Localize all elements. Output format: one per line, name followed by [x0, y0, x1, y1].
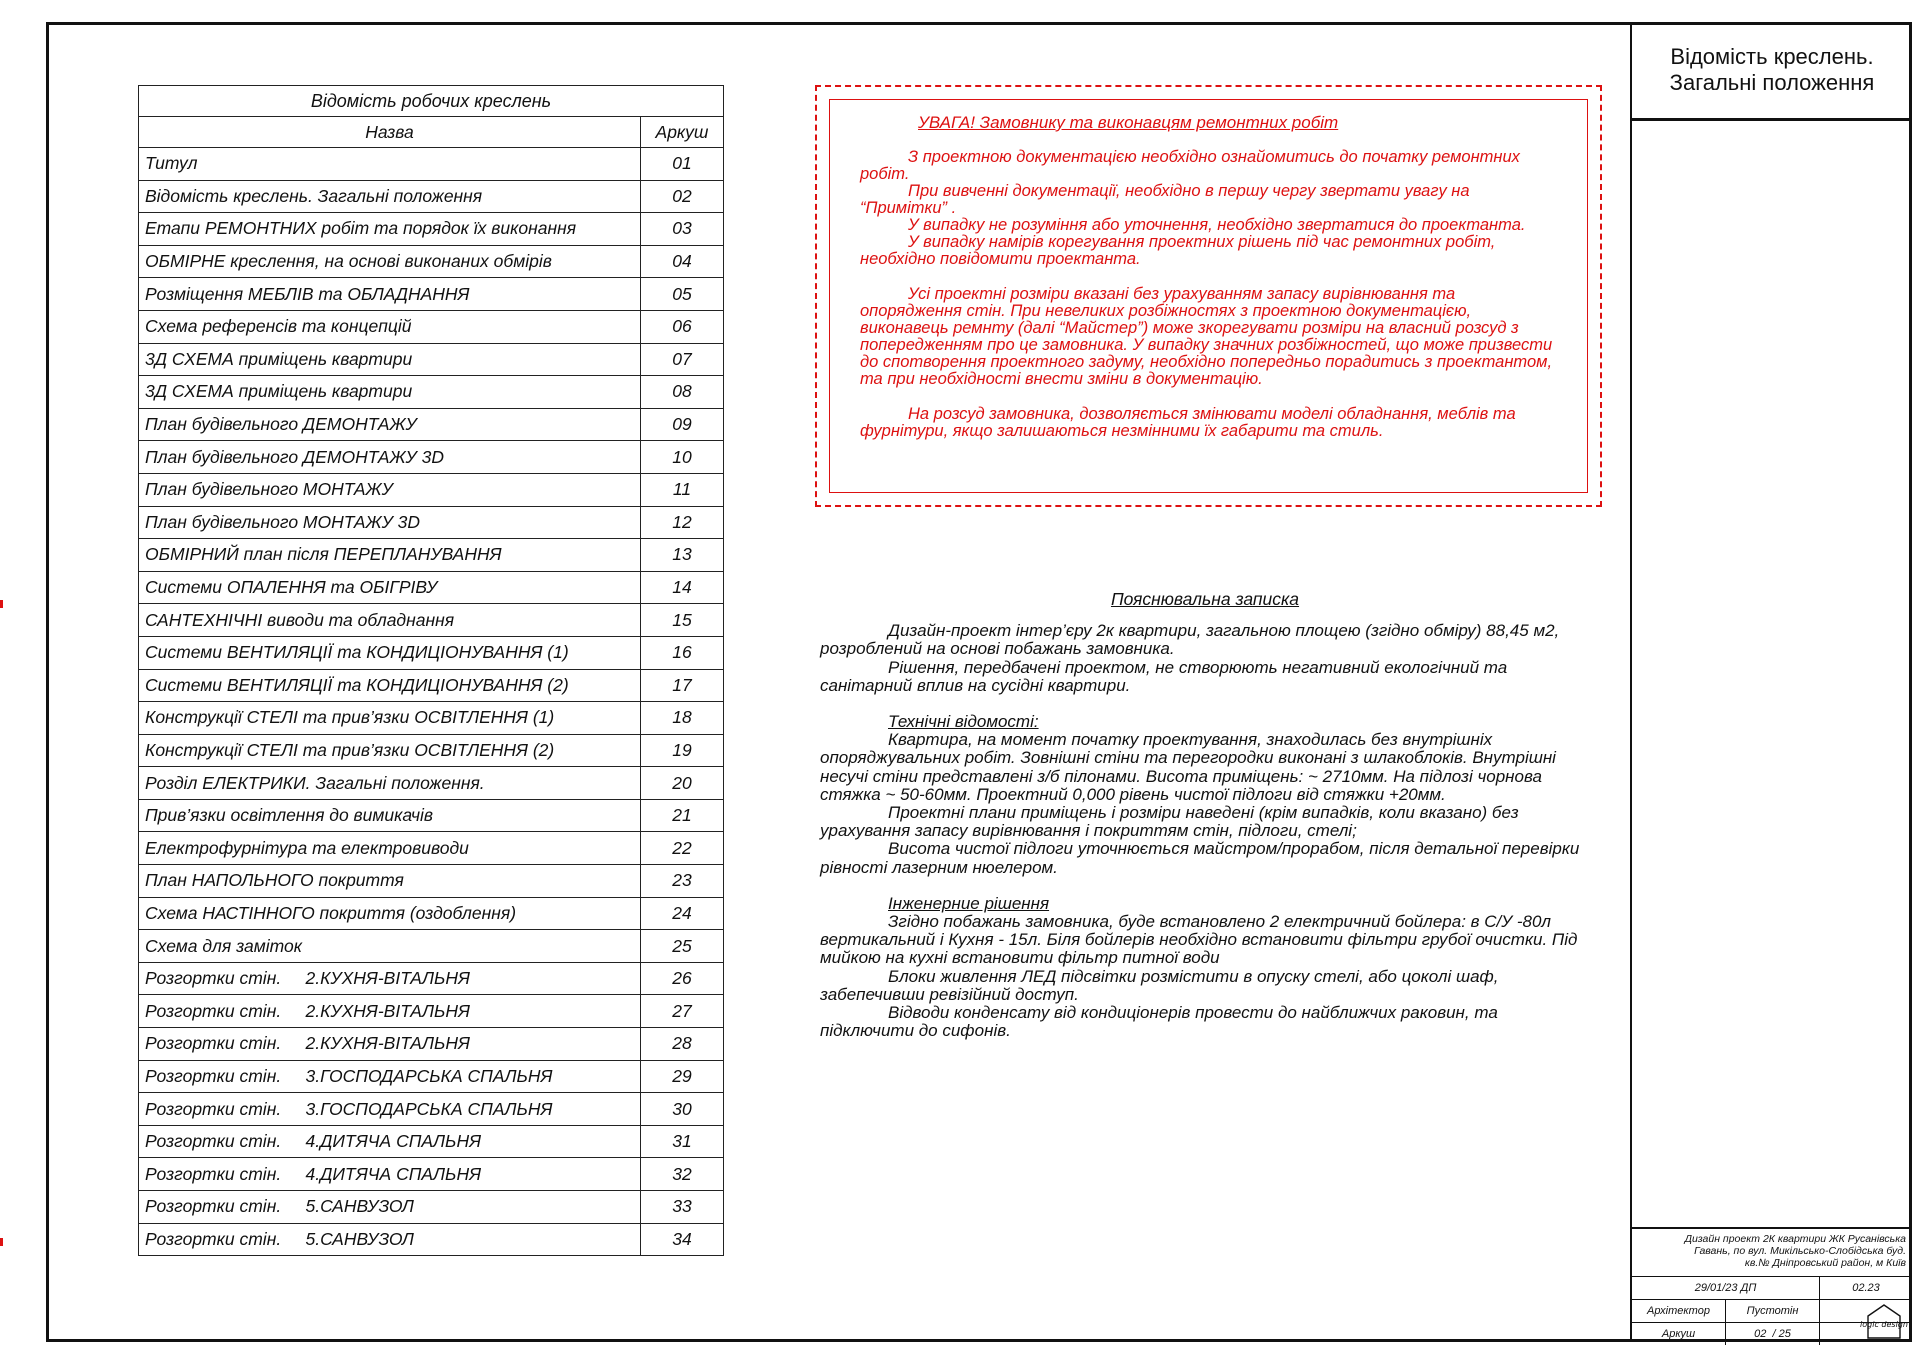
sheet-number: 03	[641, 213, 724, 246]
table-row	[139, 376, 724, 409]
stamp-row-date	[1632, 1277, 1912, 1300]
table-row	[139, 180, 724, 213]
drawing-name: Розгортки стін. 5.САНВУЗОЛ	[139, 1223, 641, 1256]
register-body	[139, 148, 724, 1256]
sheet-number: 02	[641, 180, 724, 213]
sheet-number: 28	[641, 1028, 724, 1061]
drawing-name: Прив’язки освітлення до вимикачів	[139, 799, 641, 832]
sheet-number: 21	[641, 799, 724, 832]
sheet-number: 10	[641, 441, 724, 474]
drawing-name: План НАПОЛЬНОГО покриття	[139, 865, 641, 898]
note-paragraph: Згідно побажань замовника, буде встановлено 2 електричний бойлера: в С/У -80л вертикальний і Кухня - 15л. Біля бойлерів необхідно встановити фільтри грубої очистки. Під мийкою на кухні встановити фільтр питної води	[820, 912, 1578, 968]
drawings-register-table	[138, 85, 724, 1256]
project-description	[1632, 1229, 1912, 1277]
logo-text: logic design	[1860, 1320, 1908, 1329]
table-row	[139, 604, 724, 637]
sheet-number: 02	[1754, 1328, 1767, 1340]
sheet-number: 14	[641, 571, 724, 604]
table-row	[139, 343, 724, 376]
drawing-name: План будівельного ДЕМОНТАЖУ	[139, 408, 641, 441]
drawing-name: Схема референсів та концепцій	[139, 310, 641, 343]
table-row	[139, 1223, 724, 1256]
table-row	[139, 408, 724, 441]
sheet-number: 06	[641, 310, 724, 343]
author-name: Пустотін	[1726, 1300, 1820, 1322]
sheet-number: 23	[641, 865, 724, 898]
drawing-name: Схема для заміток	[139, 930, 641, 963]
drawing-name: 3Д СХЕМА приміщень квартири	[139, 376, 641, 409]
margin-tick	[0, 600, 3, 608]
notice-paragraph: З проектною документацією необхідно ознайомитись до початку ремонтних робіт.	[860, 148, 1520, 183]
notice-heading: УВАГА! Замовнику та виконавцям ремонтних робіт	[918, 113, 1339, 132]
tech-heading: Технічні відомості:	[888, 712, 1039, 732]
table-row	[139, 799, 724, 832]
sheet-number: 07	[641, 343, 724, 376]
table-row	[139, 930, 724, 963]
note-paragraph: Рішення, передбачені проектом, не створюють негативний екологічний та санітарний вплив на сусідні квартири.	[820, 657, 1508, 695]
table-row	[139, 441, 724, 474]
note-paragraph: Дизайн-проект інтер’єру 2к квартири, загальною площею (згідно обміру) 88,45 м2, розроблений на основі побажань замовника.	[820, 621, 1560, 659]
sheet-number: 30	[641, 1093, 724, 1126]
note-paragraph: Відводи конденсату від кондиціонерів провести до найближчих раковин, та підключити до сифонів.	[820, 1003, 1498, 1041]
sheet-number: 18	[641, 702, 724, 735]
sheet-number: 27	[641, 995, 724, 1028]
table-row	[139, 1158, 724, 1191]
drawing-name: Розгортки стін. 2.КУХНЯ-ВІТАЛЬНЯ	[139, 1028, 641, 1061]
drawing-name: Розділ ЕЛЕКТРИКИ. Загальні положення.	[139, 767, 641, 800]
table-row	[139, 245, 724, 278]
table-row	[139, 767, 724, 800]
drawing-name: Електрофурнітура та електровиводи	[139, 832, 641, 865]
register-caption: Відомість робочих креслень	[138, 85, 724, 116]
table-row	[139, 213, 724, 246]
table-row	[139, 473, 724, 506]
title-block-column	[1630, 22, 1912, 1342]
table-row	[139, 669, 724, 702]
table-row	[139, 995, 724, 1028]
sheet-label: Аркуш	[1632, 1323, 1726, 1345]
sheet-number: 16	[641, 636, 724, 669]
drawing-name: Розміщення МЕБЛІВ та ОБЛАДНАННЯ	[139, 278, 641, 311]
project-line: Гавань, по вул. Микільсько-Слобідська буд.	[1694, 1245, 1906, 1257]
table-row	[139, 148, 724, 181]
table-row	[139, 962, 724, 995]
title-stamp	[1632, 1227, 1912, 1344]
sheet-number: 24	[641, 897, 724, 930]
drawing-name: Схема НАСТІННОГО покриття (оздоблення)	[139, 897, 641, 930]
project-line: кв.№ Дніпровський район, м Київ	[1744, 1257, 1906, 1269]
notice-paragraph: На розсуд замовника, дозволяється змінювати моделі обладнання, меблів та фурнітури, якщо залишаються незмінними їх габарити та стиль.	[860, 405, 1516, 440]
table-row	[139, 1125, 724, 1158]
sheet-number: 01	[641, 148, 724, 181]
drawing-name: Розгортки стін. 3.ГОСПОДАРСЬКА СПАЛЬНЯ	[139, 1060, 641, 1093]
sheet-number: 32	[641, 1158, 724, 1191]
table-row	[139, 1093, 724, 1126]
column-header-name: Назва	[139, 117, 641, 148]
table-row	[139, 865, 724, 898]
drawing-name: ОБМІРНЕ креслення, на основі виконаних обмірів	[139, 245, 641, 278]
sheet-number: 17	[641, 669, 724, 702]
sheet-number: 34	[641, 1223, 724, 1256]
note-paragraph: Висота чистої підлоги уточнюється майстром/прорабом, після детальної перевірки рівності лазерним нюелером.	[820, 839, 1580, 877]
role-label: Архітектор	[1632, 1300, 1726, 1322]
drawing-name: План будівельного МОНТАЖУ 3D	[139, 506, 641, 539]
warning-notice-inner	[829, 99, 1588, 493]
column-header-sheet: Аркуш	[641, 117, 724, 148]
sheet-number: 04	[641, 245, 724, 278]
sheet-number: 20	[641, 767, 724, 800]
table-row	[139, 1191, 724, 1224]
drawing-name: Розгортки стін. 4.ДИТЯЧА СПАЛЬНЯ	[139, 1125, 641, 1158]
note-paragraph: Квартира, на момент початку проектування, знаходилась без внутрішніх опоряджувальних робіт. Зовнішні стіни та перегородки виконані з шлакоблоків. Внутрішні несучі стіни представлені з/б пілонами. Висота приміщень: ~ 2710мм. На підлозі чорнова стяжка ~ 50-60мм. Проектний 0,000 рівень чистої підлоги від стяжки +20мм.	[820, 730, 1556, 804]
table-row	[139, 1028, 724, 1061]
sheet-number: 12	[641, 506, 724, 539]
note-paragraph: Проектні плани приміщень і розміри наведені (крім випадків, коли вказано) без урахування запасу вирівнювання і покриттям стін, підлоги, стелі;	[820, 803, 1519, 841]
sheet-count	[1726, 1323, 1820, 1345]
drawing-name: Системи ОПАЛЕННЯ та ОБІГРІВУ	[139, 571, 641, 604]
table-row	[139, 278, 724, 311]
drawing-name: Системи ВЕНТИЛЯЦІЇ та КОНДИЦІОНУВАННЯ (1)	[139, 636, 641, 669]
table-row	[139, 636, 724, 669]
drawing-name: Відомість креслень. Загальні положення	[139, 180, 641, 213]
sheet-number: 13	[641, 539, 724, 572]
drawing-name: Конструкції СТЕЛІ та прив’язки ОСВІТЛЕННЯ (2)	[139, 734, 641, 767]
drawing-name: Розгортки стін. 4.ДИТЯЧА СПАЛЬНЯ	[139, 1158, 641, 1191]
table-row	[139, 702, 724, 735]
sheet-number: 15	[641, 604, 724, 637]
table-row	[139, 832, 724, 865]
notice-paragraph: Усі проектні розміри вказані без урахуванням запасу вирівнювання та опорядження стін. При невеликих розбіжностях з проектною документацією, виконавець ремнту (далі “Майстер”) може зкорегувати розміри на власний розсуд з попередженням про це замовника. У випадку значних розбіжностей, що може призвести до спотворення проектного задуму, необхідно попередньо порадитись з проектантом, та при необхідності внести зміни в документацію.	[860, 285, 1553, 388]
drawing-name: Системи ВЕНТИЛЯЦІЇ та КОНДИЦІОНУВАННЯ (2)	[139, 669, 641, 702]
note-paragraph: Блоки живлення ЛЕД підсвітки розмістити в опуску стелі, або цоколі шаф, забепечивши ревізійний доступ.	[820, 966, 1499, 1004]
sheet-total: / 25	[1772, 1328, 1791, 1340]
sheet-number: 25	[641, 930, 724, 963]
notice-paragraph: У випадку намірів корегування проектних рішень під час ремонтних робіт, необхідно повідомити проектанта.	[860, 233, 1496, 268]
warning-notice	[815, 85, 1602, 507]
sheet-title	[1632, 22, 1912, 121]
note-heading: Пояснювальна записка	[1110, 589, 1300, 609]
date-code: 29/01/23 ДП	[1632, 1277, 1820, 1299]
drawing-name: 3Д СХЕМА приміщень квартири	[139, 343, 641, 376]
notice-paragraph: При вивченні документації, необхідно в першу чергу звертати увагу на “Примітки” .	[860, 182, 1470, 217]
logic-design-logo-icon	[1860, 1302, 1908, 1340]
table-row	[139, 734, 724, 767]
drawing-name: Титул	[139, 148, 641, 181]
table-row	[139, 539, 724, 572]
sheet-title-line1: Відомість креслень.	[1670, 44, 1874, 69]
drawing-name: САНТЕХНІЧНІ виводи та обладнання	[139, 604, 641, 637]
drawing-name: План будівельного МОНТАЖУ	[139, 473, 641, 506]
sheet-number: 08	[641, 376, 724, 409]
drawing-name: План будівельного ДЕМОНТАЖУ 3D	[139, 441, 641, 474]
table-row	[139, 1060, 724, 1093]
drawing-name: Розгортки стін. 3.ГОСПОДАРСЬКА СПАЛЬНЯ	[139, 1093, 641, 1126]
sheet-number: 29	[641, 1060, 724, 1093]
drawing-name: ОБМІРНИЙ план після ПЕРЕПЛАНУВАННЯ	[139, 539, 641, 572]
sheet-number: 05	[641, 278, 724, 311]
table-row	[139, 506, 724, 539]
engineering-heading: Інженерние рішення	[888, 893, 1050, 913]
table-row	[139, 310, 724, 343]
sheet-number: 09	[641, 408, 724, 441]
sheet-number: 33	[641, 1191, 724, 1224]
sheet-title-line2: Загальні положення	[1669, 70, 1875, 95]
notice-paragraph: У випадку не розуміння або уточнення, необхідно звертатися до проектанта.	[908, 216, 1526, 234]
explanatory-note	[820, 590, 1590, 1040]
drawing-name: Розгортки стін. 2.КУХНЯ-ВІТАЛЬНЯ	[139, 995, 641, 1028]
table-row	[139, 897, 724, 930]
sheet-number: 19	[641, 734, 724, 767]
sheet-number: 31	[641, 1125, 724, 1158]
drawing-name: Розгортки стін. 5.САНВУЗОЛ	[139, 1191, 641, 1224]
margin-tick	[0, 1238, 3, 1246]
version: 02.23	[1852, 1282, 1880, 1294]
drawing-name: Етапи РЕМОНТНИХ робіт та порядок їх виконання	[139, 213, 641, 246]
sheet-number: 26	[641, 962, 724, 995]
project-line: Дизайн проект 2К квартири ЖК Русанівська	[1684, 1233, 1906, 1245]
table-row	[139, 571, 724, 604]
sheet-number: 11	[641, 473, 724, 506]
drawing-name: Розгортки стін. 2.КУХНЯ-ВІТАЛЬНЯ	[139, 962, 641, 995]
drawing-name: Конструкції СТЕЛІ та прив’язки ОСВІТЛЕННЯ (1)	[139, 702, 641, 735]
sheet-number: 22	[641, 832, 724, 865]
